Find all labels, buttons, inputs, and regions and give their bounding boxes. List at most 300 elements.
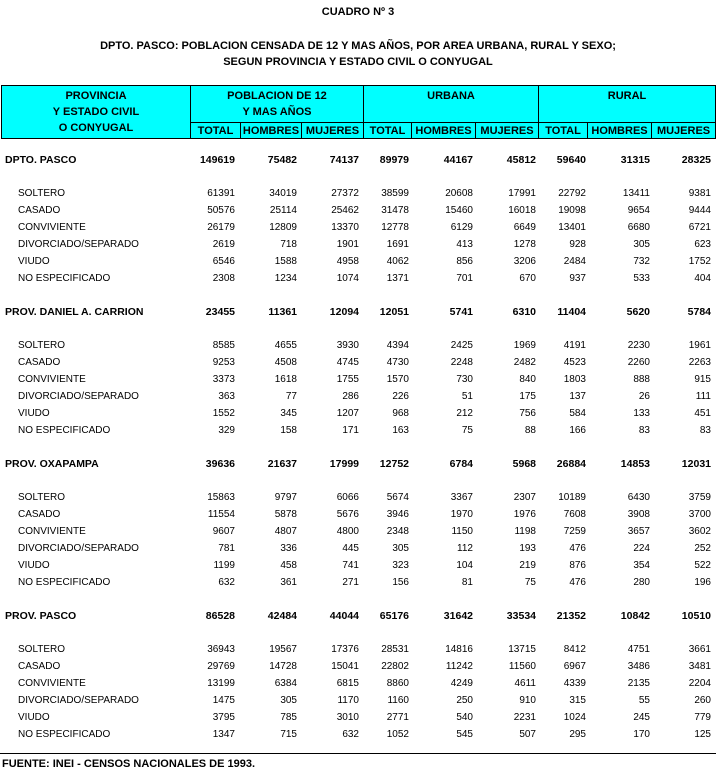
cell-value: 3700 (688, 509, 711, 520)
cell-value: 533 (633, 273, 650, 284)
cell-value: 19098 (558, 205, 586, 216)
cell-value: 3657 (627, 526, 650, 537)
row-label: VIUDO (18, 560, 50, 571)
cell-value: 8412 (563, 644, 586, 655)
cell-value: 8860 (386, 678, 409, 689)
table-row (1, 236, 715, 253)
cell-value: 2231 (513, 712, 536, 723)
cell-value: 3486 (627, 661, 650, 672)
cell-value: 876 (569, 560, 586, 571)
cell-value: 6784 (449, 458, 473, 470)
cell-value: 1170 (337, 695, 359, 706)
cell-value: 280 (633, 577, 650, 588)
cell-value: 451 (694, 408, 711, 419)
cell-value: 21637 (267, 458, 297, 470)
header-mujeres: MUJERES (476, 123, 539, 139)
cell-value: 2230 (627, 340, 650, 351)
cell-value: 3908 (627, 509, 650, 520)
cell-value: 175 (519, 391, 536, 402)
cell-value: 81 (461, 577, 473, 588)
cell-value: 363 (218, 391, 235, 402)
row-label: VIUDO (18, 712, 50, 723)
row-label: PROV. DANIEL A. CARRION (5, 306, 144, 318)
row-label: SOLTERO (18, 340, 66, 351)
cell-value: 25114 (269, 205, 297, 216)
cell-value: 10189 (558, 492, 586, 503)
row-label: CASADO (18, 661, 61, 672)
cell-value: 1961 (688, 340, 711, 351)
cell-value: 226 (392, 391, 409, 402)
cell-value: 1901 (336, 239, 359, 250)
cell-value: 345 (280, 408, 297, 419)
cell-value: 295 (569, 729, 586, 740)
cell-value: 732 (633, 256, 650, 267)
cell-value: 4751 (627, 644, 650, 655)
row-label: SOLTERO (18, 644, 66, 655)
table-row (1, 574, 715, 591)
table-number: CUADRO Nº 3 (321, 6, 395, 18)
cell-value: 9381 (688, 188, 711, 199)
cell-value: 2307 (513, 492, 536, 503)
cell-value: 27372 (331, 188, 359, 199)
table-body (1, 152, 715, 743)
row-label: DPTO. PASCO (5, 154, 77, 166)
cell-value: 3481 (688, 661, 711, 672)
row-label: DIVORCIADO/SEPARADO (18, 695, 139, 706)
cell-value: 10510 (681, 610, 711, 622)
row-label: PROV. OXAPAMPA (5, 458, 99, 470)
cell-value: 741 (342, 560, 359, 571)
cell-value: 1160 (387, 695, 409, 706)
cell-value: 31642 (443, 610, 473, 622)
cell-value: 11242 (445, 661, 473, 672)
cell-value: 2308 (212, 273, 235, 284)
group-total-row (1, 456, 715, 473)
cell-value: 458 (280, 560, 297, 571)
cell-value: 1024 (563, 712, 586, 723)
cell-value: 16018 (508, 205, 536, 216)
cell-value: 156 (392, 577, 409, 588)
table-title (0, 38, 716, 70)
row-label: PROV. PASCO (5, 610, 77, 622)
table-header (1, 85, 716, 139)
table-row (1, 388, 715, 405)
cell-value: 928 (569, 239, 586, 250)
cell-value: 1691 (386, 239, 409, 250)
cell-value: 632 (342, 729, 359, 740)
cell-value: 12809 (269, 222, 297, 233)
cell-value: 158 (280, 425, 297, 436)
cell-value: 170 (633, 729, 650, 740)
cell-value: 11404 (557, 306, 586, 318)
cell-value: 13401 (558, 222, 586, 233)
table-row (1, 489, 715, 506)
cell-value: 28531 (381, 644, 409, 655)
cell-value: 6680 (627, 222, 650, 233)
cell-value: 4508 (274, 357, 297, 368)
header-mujeres: MUJERES (302, 123, 364, 139)
cell-value: 1199 (213, 560, 235, 571)
cell-value: 507 (519, 729, 536, 740)
cell-value: 1074 (336, 273, 359, 284)
cell-value: 12752 (379, 458, 409, 470)
cell-value: 5784 (687, 306, 711, 318)
table-row (1, 253, 715, 270)
cell-value: 4523 (563, 357, 586, 368)
cell-value: 11560 (508, 661, 536, 672)
row-label: CONVIVIENTE (18, 374, 86, 385)
cell-value: 4958 (336, 256, 359, 267)
cell-value: 354 (633, 560, 650, 571)
header-hombres: HOMBRES (412, 123, 476, 139)
cell-value: 104 (456, 560, 473, 571)
cell-value: 1570 (386, 374, 409, 385)
cell-value: 224 (633, 543, 650, 554)
cell-value: 12031 (681, 458, 711, 470)
cell-value: 39636 (205, 458, 235, 470)
header-hombres: HOMBRES (241, 123, 302, 139)
cell-value: 74137 (329, 154, 359, 166)
footer-divider (0, 753, 716, 754)
cell-value: 61391 (207, 188, 235, 199)
table-row (1, 523, 715, 540)
cell-value: 133 (633, 408, 650, 419)
cell-value: 6967 (563, 661, 586, 672)
cell-value: 3946 (386, 509, 409, 520)
cell-value: 166 (569, 425, 586, 436)
group-total-row (1, 304, 715, 321)
cell-value: 632 (218, 577, 235, 588)
cell-value: 2248 (450, 357, 473, 368)
header-urbana: URBANA (364, 86, 539, 123)
cell-value: 1970 (450, 509, 473, 520)
cell-value: 4191 (563, 340, 586, 351)
row-label: DIVORCIADO/SEPARADO (18, 391, 139, 402)
cell-value: 476 (569, 543, 586, 554)
cell-value: 13411 (622, 188, 650, 199)
cell-value: 25462 (331, 205, 359, 216)
row-label: VIUDO (18, 256, 50, 267)
cell-value: 1371 (386, 273, 409, 284)
cell-value: 2619 (212, 239, 235, 250)
cell-value: 125 (694, 729, 711, 740)
cell-value: 12778 (381, 222, 409, 233)
cell-value: 9607 (212, 526, 235, 537)
cell-value: 212 (456, 408, 473, 419)
row-label: VIUDO (18, 408, 50, 419)
cell-value: 5676 (336, 509, 359, 520)
cell-value: 305 (633, 239, 650, 250)
cell-value: 15863 (207, 492, 235, 503)
cell-value: 6430 (627, 492, 650, 503)
cell-value: 4730 (386, 357, 409, 368)
table-row (1, 540, 715, 557)
table-row (1, 422, 715, 439)
cell-value: 250 (456, 695, 473, 706)
header-rural: RURAL (539, 86, 716, 123)
cell-value: 329 (218, 425, 235, 436)
cell-value: 3759 (688, 492, 711, 503)
table-row (1, 557, 715, 574)
cell-value: 6546 (212, 256, 235, 267)
cell-value: 23455 (205, 306, 235, 318)
cell-value: 31315 (620, 154, 650, 166)
cell-value: 21352 (556, 610, 586, 622)
cell-value: 196 (694, 577, 711, 588)
cell-value: 55 (638, 695, 650, 706)
cell-value: 3930 (336, 340, 359, 351)
cell-value: 361 (280, 577, 297, 588)
cell-value: 26179 (207, 222, 235, 233)
table-row (1, 185, 715, 202)
cell-value: 13715 (508, 644, 536, 655)
cell-value: 4611 (514, 678, 536, 689)
cell-value: 4745 (336, 357, 359, 368)
row-label: CONVIVIENTE (18, 222, 86, 233)
table-row (1, 219, 715, 236)
cell-value: 5674 (386, 492, 409, 503)
cell-value: 1234 (274, 273, 297, 284)
cell-value: 1150 (451, 526, 473, 537)
table-row (1, 270, 715, 287)
row-label: DIVORCIADO/SEPARADO (18, 239, 139, 250)
cell-value: 19567 (269, 644, 297, 655)
cell-value: 286 (342, 391, 359, 402)
cell-value: 149619 (199, 154, 235, 166)
cell-value: 11554 (207, 509, 235, 520)
table-row (1, 202, 715, 219)
cell-value: 3367 (450, 492, 473, 503)
cell-value: 6649 (513, 222, 536, 233)
cell-value: 59640 (556, 154, 586, 166)
cell-value: 305 (392, 543, 409, 554)
cell-value: 9654 (627, 205, 650, 216)
cell-value: 260 (694, 695, 711, 706)
cell-value: 77 (285, 391, 297, 402)
cell-value: 2204 (688, 678, 711, 689)
cell-value: 2425 (450, 340, 473, 351)
header-mujeres: MUJERES (652, 123, 716, 139)
row-label: CONVIVIENTE (18, 526, 86, 537)
group-total-row (1, 152, 715, 169)
cell-value: 1052 (386, 729, 409, 740)
cell-value: 413 (456, 239, 473, 250)
row-label: NO ESPECIFICADO (18, 577, 111, 588)
cell-value: 5620 (626, 306, 650, 318)
cell-value: 779 (694, 712, 711, 723)
cell-value: 404 (694, 273, 711, 284)
cell-value: 1198 (514, 526, 536, 537)
table-row (1, 658, 715, 675)
cell-value: 2135 (627, 678, 650, 689)
header-total: TOTAL (191, 123, 241, 139)
table-row (1, 337, 715, 354)
header-total: TOTAL (364, 123, 412, 139)
cell-value: 75 (461, 425, 473, 436)
header-hombres: HOMBRES (588, 123, 652, 139)
cell-value: 3206 (513, 256, 536, 267)
table-row (1, 709, 715, 726)
cell-value: 6129 (450, 222, 473, 233)
cell-value: 12051 (379, 306, 409, 318)
table-row (1, 506, 715, 523)
table-row (1, 726, 715, 743)
cell-value: 4249 (450, 678, 473, 689)
cell-value: 1347 (212, 729, 235, 740)
cell-value: 14728 (269, 661, 297, 672)
cell-value: 445 (342, 543, 359, 554)
cell-value: 3661 (688, 644, 711, 655)
row-label: DIVORCIADO/SEPARADO (18, 543, 139, 554)
cell-value: 4394 (386, 340, 409, 351)
cell-value: 7259 (563, 526, 586, 537)
row-label: CONVIVIENTE (18, 678, 86, 689)
cell-value: 785 (280, 712, 297, 723)
cell-value: 20608 (445, 188, 473, 199)
cell-value: 730 (456, 374, 473, 385)
cell-value: 9444 (688, 205, 711, 216)
cell-value: 193 (519, 543, 536, 554)
header-total: TOTAL (539, 123, 588, 139)
cell-value: 3010 (336, 712, 359, 723)
cell-value: 6815 (336, 678, 359, 689)
table-row (1, 354, 715, 371)
cell-value: 8585 (212, 340, 235, 351)
cell-value: 6066 (336, 492, 359, 503)
cell-value: 670 (519, 273, 536, 284)
cell-value: 137 (569, 391, 586, 402)
row-label: SOLTERO (18, 492, 66, 503)
cell-value: 22802 (381, 661, 409, 672)
row-label: CASADO (18, 205, 61, 216)
cell-value: 2771 (386, 712, 409, 723)
cell-value: 38599 (381, 188, 409, 199)
cell-value: 31478 (381, 205, 409, 216)
cell-value: 11361 (268, 306, 297, 318)
source-note: FUENTE: INEI - CENSOS NACIONALES DE 1993. (2, 758, 256, 770)
cell-value: 756 (519, 408, 536, 419)
cell-value: 701 (456, 273, 473, 284)
table-row (1, 371, 715, 388)
cell-value: 1803 (563, 374, 586, 385)
cell-value: 245 (633, 712, 650, 723)
cell-value: 28325 (681, 154, 711, 166)
cell-value: 219 (519, 560, 536, 571)
cell-value: 163 (392, 425, 409, 436)
cell-value: 14853 (620, 458, 650, 470)
row-label: NO ESPECIFICADO (18, 425, 111, 436)
cell-value: 171 (342, 425, 359, 436)
cell-value: 44167 (443, 154, 473, 166)
cell-value: 51 (461, 391, 473, 402)
title-line-1: DPTO. PASCO: POBLACION CENSADA DE 12 Y MAS AÑOS, POR AREA URBANA, RURAL Y SEXO; (100, 40, 616, 52)
cell-value: 10842 (620, 610, 650, 622)
cell-value: 315 (569, 695, 586, 706)
cell-value: 6721 (688, 222, 711, 233)
cell-value: 75 (524, 577, 536, 588)
cell-value: 50576 (207, 205, 235, 216)
cell-value: 13370 (331, 222, 359, 233)
cell-value: 17991 (508, 188, 536, 199)
cell-value: 856 (456, 256, 473, 267)
cell-value: 44044 (329, 610, 359, 622)
title-line-2: SEGUN PROVINCIA Y ESTADO CIVIL O CONYUGAL (223, 56, 493, 68)
cell-value: 540 (456, 712, 473, 723)
cell-value: 33534 (506, 610, 536, 622)
cell-value: 83 (699, 425, 711, 436)
table-row (1, 692, 715, 709)
cell-value: 1752 (688, 256, 711, 267)
cell-value: 65176 (379, 610, 409, 622)
cell-value: 1755 (336, 374, 359, 385)
cell-value: 88 (524, 425, 536, 436)
cell-value: 2260 (627, 357, 650, 368)
row-label: SOLTERO (18, 188, 66, 199)
cell-value: 86528 (205, 610, 235, 622)
cell-value: 623 (694, 239, 711, 250)
cell-value: 7608 (563, 509, 586, 520)
cell-value: 15041 (331, 661, 359, 672)
table-row (1, 675, 715, 692)
header-provincia: PROVINCIA Y ESTADO CIVIL O CONYUGAL (2, 86, 191, 139)
cell-value: 1552 (212, 408, 235, 419)
cell-value: 112 (457, 543, 473, 554)
cell-value: 6310 (512, 306, 536, 318)
cell-value: 305 (280, 695, 297, 706)
cell-value: 1618 (274, 374, 297, 385)
row-label: CASADO (18, 357, 61, 368)
row-label: NO ESPECIFICADO (18, 729, 111, 740)
cell-value: 5741 (449, 306, 473, 318)
cell-value: 26 (638, 391, 650, 402)
cell-value: 83 (638, 425, 650, 436)
table-row (1, 405, 715, 422)
cell-value: 252 (694, 543, 711, 554)
cell-value: 89979 (379, 154, 409, 166)
cell-value: 12094 (329, 306, 359, 318)
cell-value: 323 (392, 560, 409, 571)
cell-value: 584 (569, 408, 586, 419)
header-poblacion: POBLACION DE 12 Y MAS AÑOS (191, 86, 364, 123)
cell-value: 715 (280, 729, 297, 740)
cell-value: 4339 (563, 678, 586, 689)
cell-value: 781 (218, 543, 235, 554)
cell-value: 4800 (336, 526, 359, 537)
cell-value: 840 (519, 374, 536, 385)
cell-value: 29769 (207, 661, 235, 672)
cell-value: 910 (519, 695, 536, 706)
cell-value: 4062 (386, 256, 409, 267)
cell-value: 6384 (274, 678, 297, 689)
cell-value: 14816 (445, 644, 473, 655)
cell-value: 4807 (274, 526, 297, 537)
cell-value: 476 (569, 577, 586, 588)
cell-value: 9797 (274, 492, 297, 503)
cell-value: 1976 (513, 509, 536, 520)
cell-value: 2482 (513, 357, 536, 368)
cell-value: 968 (392, 408, 409, 419)
cell-value: 34019 (269, 188, 297, 199)
cell-value: 2484 (563, 256, 586, 267)
cell-value: 26884 (556, 458, 586, 470)
cell-value: 75482 (267, 154, 297, 166)
cell-value: 111 (695, 391, 711, 402)
cell-value: 271 (342, 577, 359, 588)
cell-value: 1207 (336, 408, 359, 419)
cell-value: 13199 (207, 678, 235, 689)
cell-value: 42484 (267, 610, 297, 622)
cell-value: 4655 (274, 340, 297, 351)
